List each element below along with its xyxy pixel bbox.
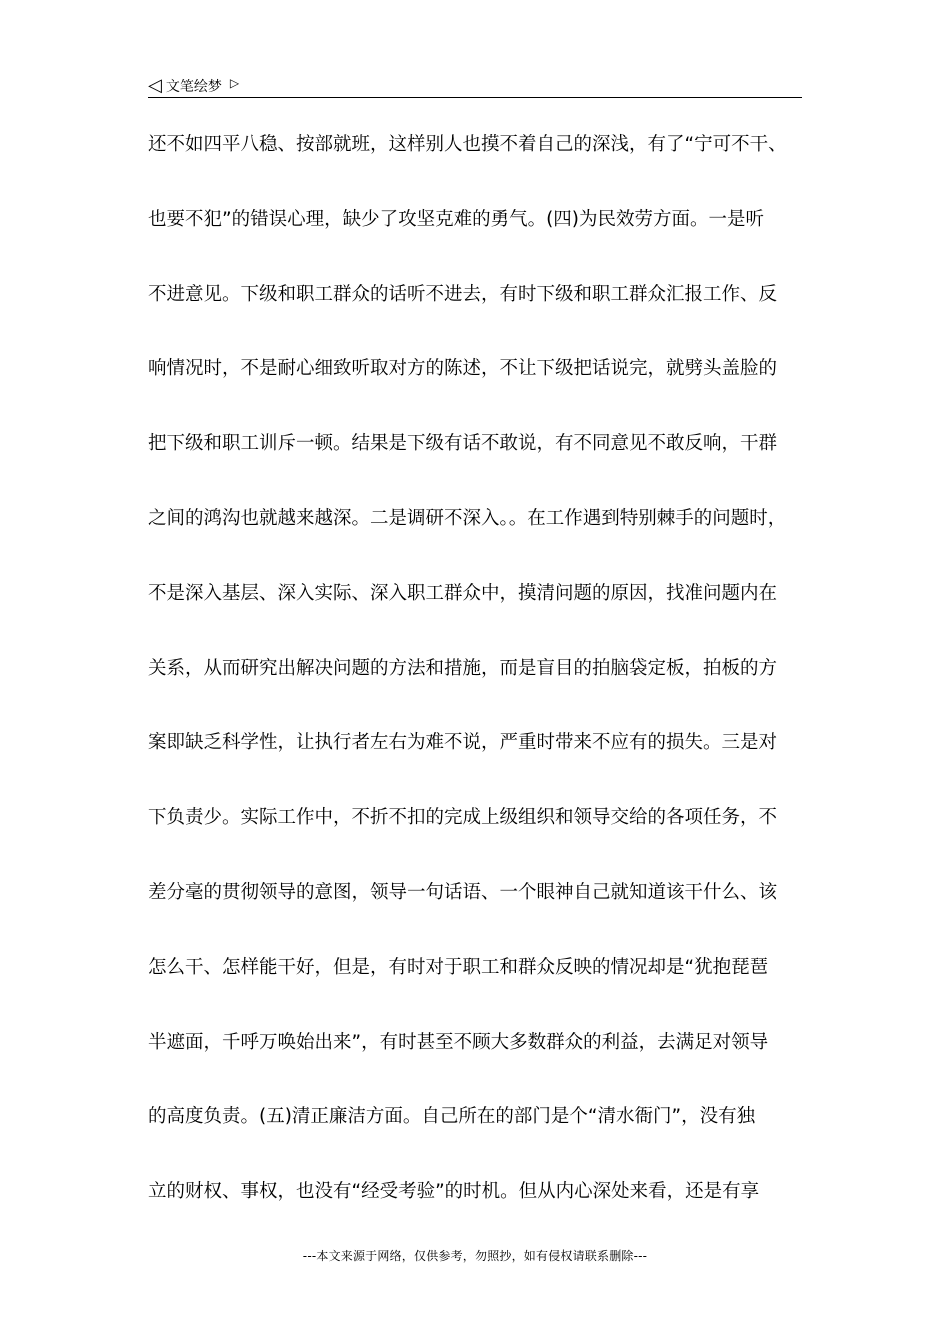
text-line: 不进意见。下级和职工群众的话听不进去，有时下级和职工群众汇报工作、反 [148, 283, 778, 305]
page-header [148, 74, 802, 98]
text-line: 之间的鸿沟也就越来越深。二是调研不深入。。在工作遇到特别棘手的问题时， [148, 507, 787, 529]
text-line: 立的财权、事权，也没有“经受考验”的时机。但从内心深处来看，还是有享 [148, 1181, 760, 1203]
page-footer: ---本文来源于网络，仅供参考，勿照抄，如有侵权请联系删除--- [302, 1249, 648, 1263]
text-line: 关系，从而研究出解决问题的方法和措施，而是盲目的拍脑袋定板，拍板的方 [148, 657, 778, 679]
header-divider [148, 97, 802, 98]
text-line: 半遮面，千呼万唤始出来”，有时甚至不顾大多数群众的利益，去满足对领导 [148, 1031, 769, 1053]
text-line: 响情况时，不是耐心细致听取对方的陈述，不让下级把话说完，就劈头盖脸的 [148, 358, 778, 380]
text-line: 怎么干、怎样能干好，但是，有时对于职工和群众反映的情况却是“犹抱琵琶 [148, 956, 769, 978]
document-body [148, 133, 828, 1255]
triangle-right-icon: ▷ [229, 76, 240, 90]
text-line: 不是深入基层、深入实际、深入职工群众中，摸清问题的原因，找准问题内在 [148, 582, 778, 604]
text-line: 也要不犯”的错误心理，缺少了攻坚克难的勇气。(四)为民效劳方面。一是听 [148, 208, 765, 230]
text-line: 的高度负责。(五)清正廉洁方面。自己所在的部门是个“清水衙门”，没有独 [148, 1106, 756, 1128]
text-line: 案即缺乏科学性，让执行者左右为难不说，严重时带来不应有的损失。三是对 [148, 732, 778, 754]
text-line: 差分毫的贯彻领导的意图，领导一句话语、一个眼神自己就知道该干什么、该 [148, 881, 778, 903]
text-line: 把下级和职工训斥一顿。结果是下级有话不敢说，有不同意见不敢反响，干群 [148, 433, 778, 455]
text-line: 还不如四平八稳、按部就班，这样别人也摸不着自己的深浅，有了“宁可不干、 [148, 134, 787, 155]
triangle-left-icon: ◁ [148, 75, 162, 96]
text-line: 下负责少。实际工作中，不折不扣的完成上级组织和领导交给的各项任务，不 [148, 807, 778, 829]
header-brand: 文笔绘梦 [165, 79, 222, 95]
